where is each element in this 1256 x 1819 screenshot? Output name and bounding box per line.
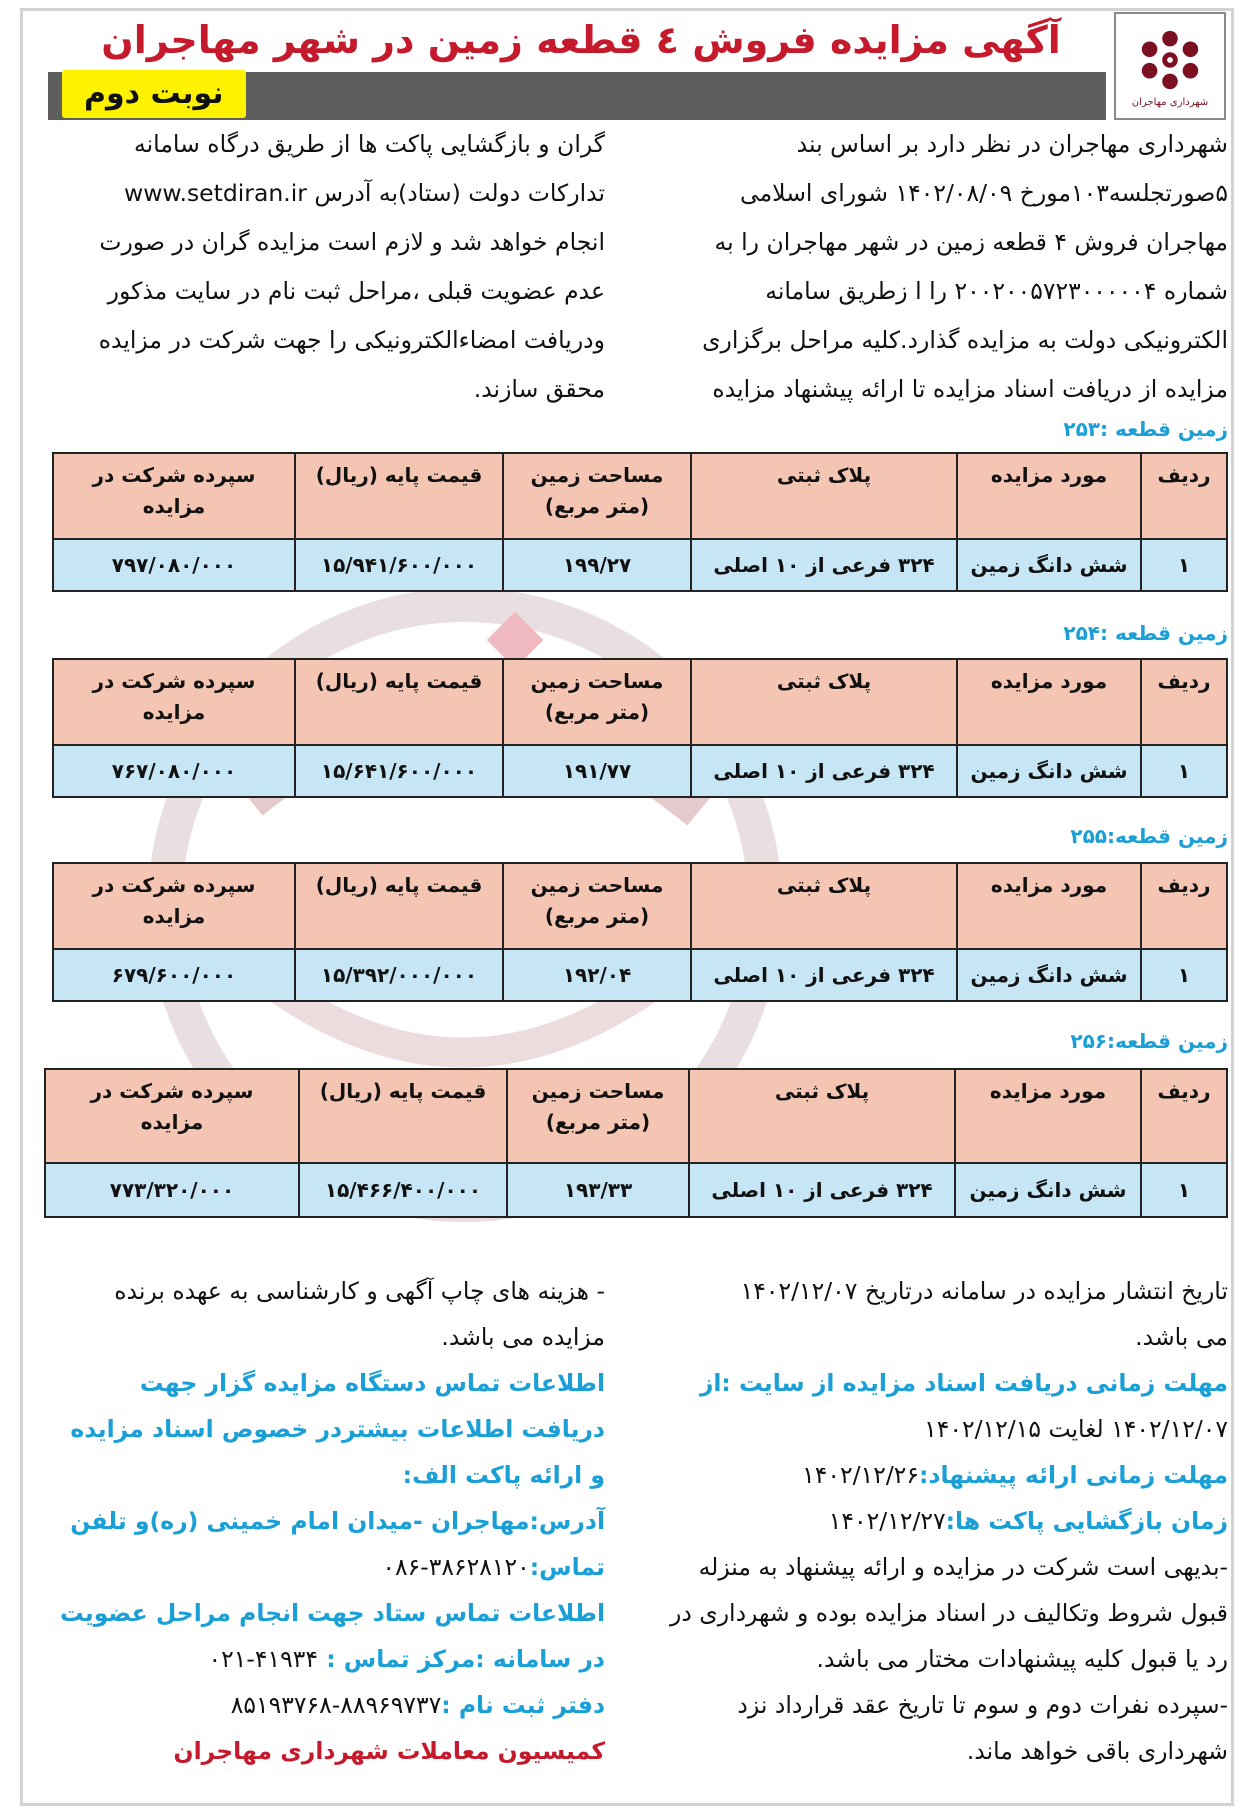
docs-deadline-label: مهلت زمانی دریافت اسناد مزایده از سایت :از [699, 1369, 1228, 1397]
cell-price: ۱۵/۶۴۱/۶۰۰/۰۰۰ [295, 745, 503, 797]
phone-line: تماس:۳۸۶۲۸۱۲۰-۰۸۶ [382, 1553, 605, 1581]
header-price: قیمت پایه (ریال) [295, 453, 503, 539]
registration-office-line: دفتر ثبت نام :۸۸۹۶۹۷۳۷-۸۵۱۹۳۷۶۸ [230, 1691, 605, 1719]
terms-line: قبول شروط وتکالیف در اسناد مزایده بوده و شهرداری در [670, 1599, 1228, 1627]
terms-line: -بدیهی است شرکت در مزایده و ارائه پیشنهاد به منزله [698, 1553, 1228, 1581]
header-deposit: سپرده شرکت در مزایده [45, 1069, 299, 1163]
cell-deposit: ۷۶۷/۰۸۰/۰۰۰ [53, 745, 295, 797]
cell-price: ۱۵/۳۹۲/۰۰۰/۰۰۰ [295, 949, 503, 1001]
intro-line: شهرداری مهاجران در نظر دارد بر اساس بند [796, 130, 1228, 158]
intro-line: گران و بازگشایی پاکت ها از طریق درگاه سامانه [134, 130, 605, 158]
header-subject: مورد مزایده [955, 1069, 1141, 1163]
cell-area: ۱۹۱/۷۷ [503, 745, 691, 797]
setad-center-line: در سامانه :مرکز تماس : ۴۱۹۳۴-۰۲۱ [208, 1645, 605, 1673]
docs-deadline-value: ۱۴۰۲/۱۲/۰۷ لغایت ۱۴۰۲/۱۲/۱۵ [924, 1415, 1228, 1443]
contact-heading: و ارائه پاکت الف: [402, 1461, 605, 1489]
cell-deposit: ۷۹۷/۰۸۰/۰۰۰ [53, 539, 295, 591]
publish-date: تاریخ انتشار مزایده در سامانه درتاریخ ۱۴۰۲/۱۲/۰۷ [740, 1277, 1228, 1305]
cell-area: ۱۹۹/۲۷ [503, 539, 691, 591]
table-row [53, 539, 1227, 591]
intro-line: مهاجران فروش ۴ قطعه زمین در شهر مهاجران را به [714, 228, 1228, 256]
cell-row-number: ۱ [1141, 949, 1227, 1001]
cell-subject: شش دانگ زمین [957, 745, 1141, 797]
lot-table [52, 658, 1228, 798]
header-subject: مورد مزایده [957, 453, 1141, 539]
intro-right-column [663, 120, 1228, 414]
contact-heading: دریافت اطلاعات بیشتردر خصوص اسناد مزایده [70, 1415, 605, 1443]
offer-deadline: مهلت زمانی ارائه پیشنهاد:۱۴۰۲/۱۲/۲۶ [802, 1461, 1228, 1489]
header-row-number: ردیف [1141, 659, 1227, 745]
intro-line: ۵صورتجلسه۱۰۳مورخ ۱۴۰۲/۰۸/۰۹ شورای اسلامی [740, 179, 1228, 207]
cost-note-suffix: مزایده می باشد. [441, 1323, 605, 1351]
address-line: آدرس:مهاجران -میدان امام خمینی (ره)و تلفن [70, 1507, 605, 1535]
cell-subject: شش دانگ زمین [957, 949, 1141, 1001]
logo-caption: شهرداری مهاجران [1131, 96, 1209, 108]
cell-plaque: ۳۲۴ فرعی از ۱۰ اصلی [689, 1163, 955, 1217]
municipality-logo [1114, 12, 1226, 120]
intro-line: تدارکات دولت (ستاد)به آدرس www.setdiran.ir [123, 179, 605, 207]
lot-table [44, 1068, 1228, 1218]
header-deposit: سپرده شرکت در مزایده [53, 863, 295, 949]
header-area: مساحت زمین (متر مربع) [503, 453, 691, 539]
intro-left-column [40, 120, 605, 414]
header-plaque: پلاک ثبتی [689, 1069, 955, 1163]
terms-line: رد یا قبول کلیه پیشنهادات مختار می باشد. [816, 1645, 1228, 1673]
header-price: قیمت پایه (ریال) [295, 659, 503, 745]
header-area: مساحت زمین (متر مربع) [507, 1069, 689, 1163]
cell-area: ۱۹۳/۳۳ [507, 1163, 689, 1217]
cell-row-number: ۱ [1141, 745, 1227, 797]
cell-row-number: ۱ [1141, 539, 1227, 591]
opening-date: زمان بازگشایی پاکت ها:۱۴۰۲/۱۲/۲۷ [828, 1507, 1228, 1535]
contact-heading: اطلاعات تماس دستگاه مزایده گزار جهت [139, 1369, 605, 1397]
signature: کمیسیون معاملات شهرداری مهاجران [173, 1737, 605, 1765]
turn-badge: نوبت دوم [62, 70, 246, 118]
schedule-column [663, 1268, 1228, 1774]
header-subject: مورد مزایده [957, 659, 1141, 745]
table-row [53, 949, 1227, 1001]
header-plaque: پلاک ثبتی [691, 863, 957, 949]
table-row [45, 1163, 1227, 1217]
header-plaque: پلاک ثبتی [691, 453, 957, 539]
cell-price: ۱۵/۴۶۶/۴۰۰/۰۰۰ [299, 1163, 507, 1217]
header-row-number: ردیف [1141, 453, 1227, 539]
setad-heading: اطلاعات تماس ستاد جهت انجام مراحل عضویت [60, 1599, 605, 1627]
terms-line: شهرداری باقی خواهد ماند. [966, 1737, 1228, 1765]
header-deposit: سپرده شرکت در مزایده [53, 453, 295, 539]
lot-label: زمین قطعه:۲۵۵ [1070, 824, 1228, 848]
cell-area: ۱۹۲/۰۴ [503, 949, 691, 1001]
cell-plaque: ۳۲۴ فرعی از ۱۰ اصلی [691, 745, 957, 797]
cell-plaque: ۳۲۴ فرعی از ۱۰ اصلی [691, 539, 957, 591]
lot-table [52, 862, 1228, 1002]
cell-deposit: ۶۷۹/۶۰۰/۰۰۰ [53, 949, 295, 1001]
municipality-emblem-icon [1131, 25, 1209, 95]
publish-date-suffix: می باشد. [1135, 1323, 1228, 1351]
intro-line: عدم عضویت قبلی ،مراحل ثبت نام در سایت مذکور [107, 277, 605, 305]
lot-label: زمین قطعه :۲۵۳ [1063, 417, 1228, 441]
header-row-number: ردیف [1141, 1069, 1227, 1163]
terms-line: -سپرده نفرات دوم و سوم تا تاریخ عقد قرارداد نزد [737, 1691, 1228, 1719]
intro-line: شماره ۲۰۰۲۰۰۵۷۲۳۰۰۰۰۰۴ را ا زطریق سامانه [765, 277, 1228, 305]
cell-deposit: ۷۷۳/۳۲۰/۰۰۰ [45, 1163, 299, 1217]
lot-label: زمین قطعه:۲۵۶ [1070, 1029, 1228, 1053]
header-subject: مورد مزایده [957, 863, 1141, 949]
cell-plaque: ۳۲۴ فرعی از ۱۰ اصلی [691, 949, 957, 1001]
header-row-number: ردیف [1141, 863, 1227, 949]
header-plaque: پلاک ثبتی [691, 659, 957, 745]
cell-subject: شش دانگ زمین [955, 1163, 1141, 1217]
header-area: مساحت زمین (متر مربع) [503, 659, 691, 745]
header-area: مساحت زمین (متر مربع) [503, 863, 691, 949]
cell-price: ۱۵/۹۴۱/۶۰۰/۰۰۰ [295, 539, 503, 591]
lot-table [52, 452, 1228, 592]
table-row [53, 745, 1227, 797]
header-deposit: سپرده شرکت در مزایده [53, 659, 295, 745]
header-price: قیمت پایه (ریال) [299, 1069, 507, 1163]
intro-line: انجام خواهد شد و لازم است مزایده گران در صورت [99, 228, 605, 256]
page-title: آگهی مزایده فروش ٤ قطعه زمین در شهر مهاجران [101, 18, 1061, 62]
intro-line: ودریافت امضاءالکترونیکی را جهت شرکت در مزایده [98, 326, 605, 354]
cost-note: - هزینه های چاپ آگهی و کارشناسی به عهده برنده [114, 1277, 605, 1305]
cell-subject: شش دانگ زمین [957, 539, 1141, 591]
cell-row-number: ۱ [1141, 1163, 1227, 1217]
intro-line: محقق سازند. [473, 375, 605, 403]
intro-line: مزایده از دریافت اسناد مزایده تا ارائه پیشنهاد مزایده [712, 375, 1228, 403]
lot-label: زمین قطعه :۲۵۴ [1063, 621, 1228, 645]
contact-column [40, 1268, 605, 1774]
header-price: قیمت پایه (ریال) [295, 863, 503, 949]
intro-line: الکترونیکی دولت به مزایده گذارد.کلیه مراحل برگزاری [702, 326, 1228, 354]
